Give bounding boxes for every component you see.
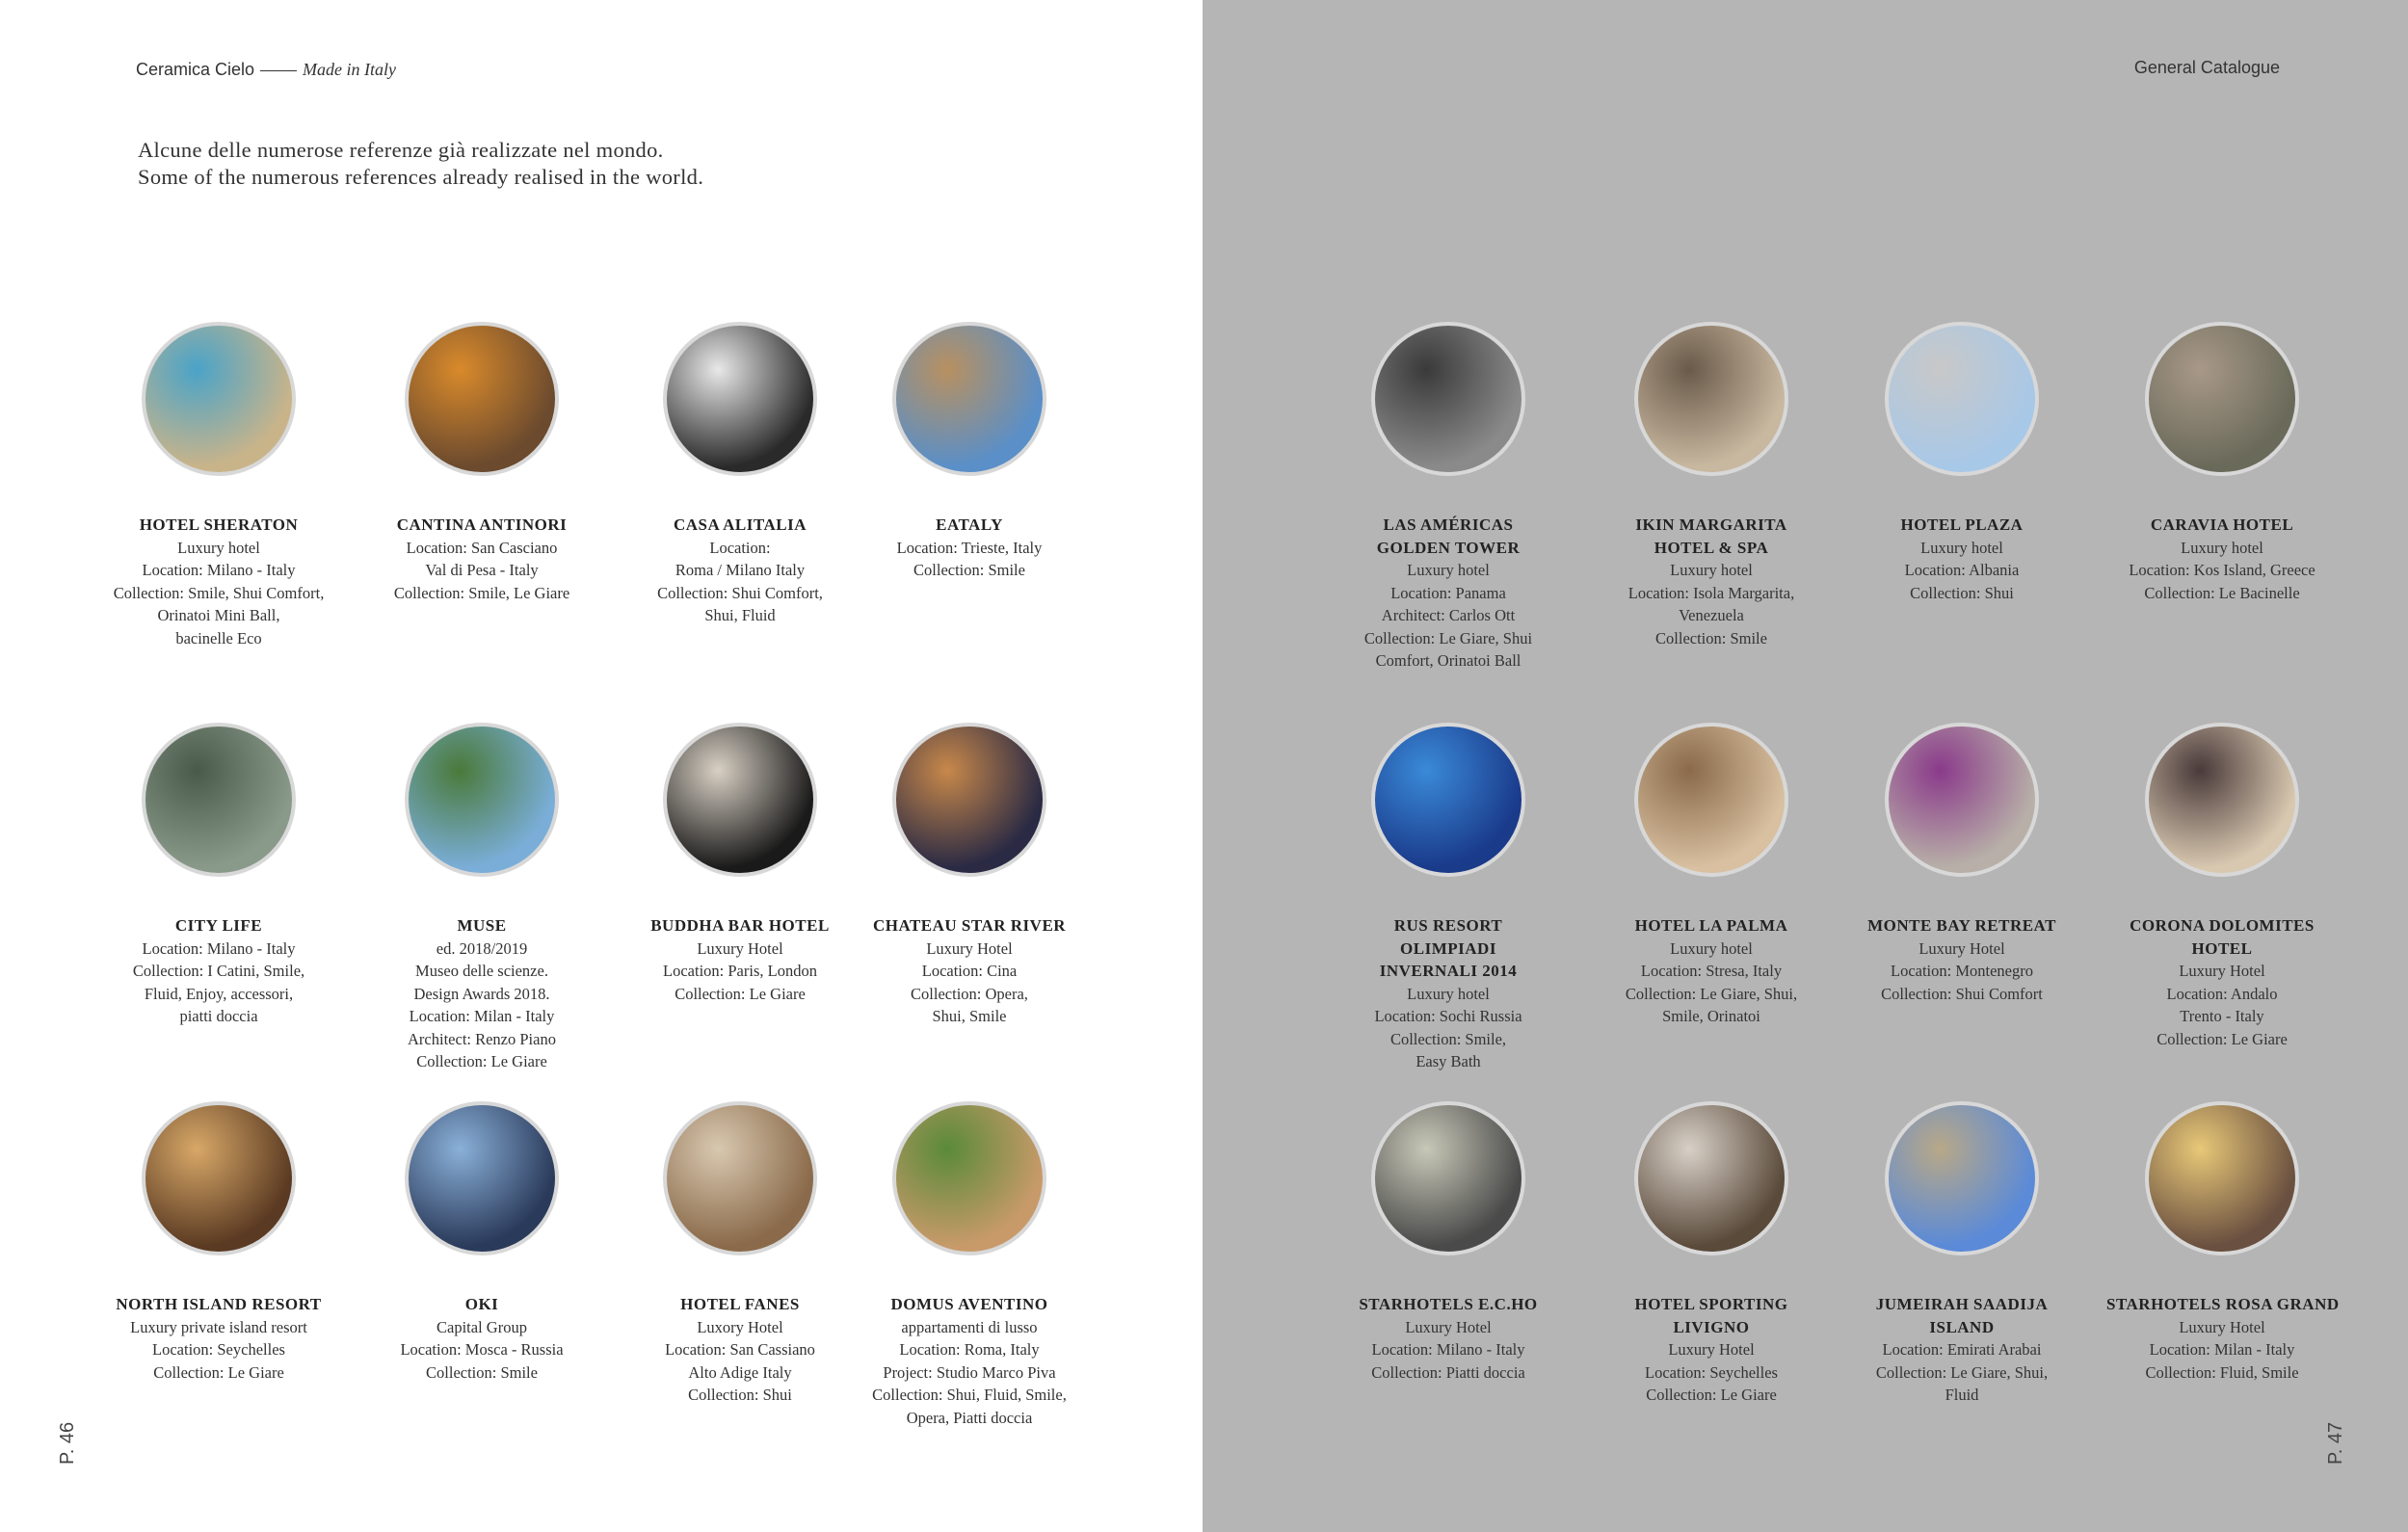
intro-text (138, 137, 703, 191)
reference-item (1846, 1101, 2077, 1407)
reference-title-line: DOMUS AVENTINO (890, 1295, 1048, 1313)
reference-description-line: Luxury private island resort (130, 1317, 307, 1336)
reference-description-line: Location: Roma, Italy (899, 1340, 1040, 1359)
reference-description-line: Location: Andalo (2166, 984, 2278, 1003)
reference-description-line: Luxury hotel (2181, 538, 2263, 557)
reference-description-line: Location: San Cassiano (665, 1340, 815, 1359)
brand-name: Ceramica Cielo (136, 60, 255, 79)
brand-header (136, 60, 396, 80)
reference-title (1333, 1293, 1564, 1316)
reference-item (854, 1101, 1085, 1429)
reference-item (1596, 322, 1827, 649)
reference-title (1846, 914, 2077, 938)
reference-description-line: Location: Seychelles (152, 1340, 285, 1359)
reference-description-line: Collection: Shui (688, 1386, 792, 1404)
reference-description (854, 1316, 1085, 1430)
reference-description-line: Luxury Hotel (2179, 1317, 2265, 1336)
reference-description-line: Collection: Shui, Fluid, Smile, (872, 1386, 1067, 1404)
reference-title-line: IKIN MARGARITA (1635, 515, 1787, 534)
reference-description-line: Collection: Le Bacinelle (2144, 583, 2300, 602)
reference-description-line: Luxury hotel (1407, 561, 1490, 579)
reference-title-line: STARHOTELS E.C.HO (1359, 1295, 1538, 1313)
reference-description (624, 1316, 856, 1407)
reference-description-line: Collection: Smile, (1389, 1029, 1507, 1048)
reference-description-line: Collection: Le Giare (153, 1362, 284, 1382)
reference-description-line: Luxury hotel (1920, 538, 2003, 557)
reference-description-line: piatti doccia (179, 1007, 258, 1025)
reference-description-line: Location: Paris, London (663, 962, 817, 980)
reference-title (854, 914, 1085, 938)
reference-description (2106, 537, 2338, 605)
reference-description-line: Collection: Le Giare, Shui, (1875, 1362, 2049, 1382)
reference-description (1333, 983, 1564, 1073)
intro-line-english: Some of the numerous references already realised in the world. (138, 165, 704, 189)
reference-photo (1371, 1101, 1525, 1255)
page-number-right: P. 47 (2325, 1421, 2346, 1465)
reference-item (854, 322, 1085, 582)
reference-photo (663, 1101, 817, 1255)
reference-title-line: HOTEL PLAZA (1900, 515, 2024, 534)
reference-description (103, 938, 334, 1028)
reference-photo (142, 1101, 296, 1255)
reference-description-line: Design Awards 2018. (413, 984, 550, 1003)
reference-title (1333, 514, 1564, 559)
reference-description-line: Collection: Le Giare (416, 1052, 547, 1070)
reference-description-line: Luxory Hotel (697, 1317, 783, 1336)
reference-item (624, 322, 856, 627)
reference-title-line: HOTEL SPORTING (1634, 1295, 1788, 1313)
reference-item (103, 1101, 334, 1384)
reference-description-line: Museo delle scienze. (415, 962, 548, 980)
reference-photo (2145, 322, 2299, 476)
reference-description-line: Venezuela (1679, 606, 1744, 624)
reference-item (366, 322, 597, 604)
reference-description (1846, 938, 2077, 1006)
reference-description (366, 537, 597, 605)
reference-title (1596, 1293, 1827, 1338)
reference-photo (663, 723, 817, 877)
reference-description (366, 1316, 597, 1385)
reference-description-line: Location: Milan - Italy (2149, 1340, 2295, 1359)
reference-description-line: Shui, Smile (932, 1007, 1007, 1025)
reference-title-line: HOTEL & SPA (1654, 538, 1769, 557)
reference-description-line: Luxury hotel (1407, 984, 1490, 1003)
reference-description-line: Val di Pesa - Italy (425, 561, 539, 579)
reference-title (1846, 514, 2077, 537)
reference-title (854, 1293, 1085, 1316)
reference-description-line: Capital Group (437, 1317, 527, 1336)
reference-description-line: Luxury hotel (1670, 938, 1753, 958)
reference-title-line: CITY LIFE (174, 916, 263, 935)
reference-item (1846, 723, 2077, 1005)
reference-photo (2145, 1101, 2299, 1255)
reference-description-line: Location: (709, 538, 771, 557)
intro-line-italian: Alcune delle numerose referenze già realizzate nel mondo. (138, 138, 664, 162)
reference-description-line: Location: Milano - Italy (142, 938, 296, 958)
page-number-left: P. 46 (57, 1421, 78, 1465)
reference-description-line: Alto Adige Italy (688, 1362, 792, 1382)
reference-description-line: appartamenti di lusso (901, 1317, 1038, 1336)
reference-photo (142, 322, 296, 476)
reference-description-line: Location: Mosca - Russia (400, 1340, 564, 1359)
reference-description-line: Collection: Le Giare, Shui, (1625, 984, 1798, 1003)
reference-description-line: Location: Trieste, Italy (896, 538, 1043, 557)
reference-title (103, 514, 334, 537)
reference-title-line: CASA ALITALIA (674, 515, 807, 534)
reference-title (1333, 914, 1564, 983)
reference-title-line: GOLDEN TOWER (1376, 538, 1521, 557)
brand-divider (260, 70, 297, 71)
reference-title (366, 514, 597, 537)
reference-title-line: MONTE BAY RETREAT (1867, 916, 2056, 935)
reference-description-line: Collection: Smile (913, 561, 1025, 579)
reference-title-line: HOTEL SHERATON (139, 515, 299, 534)
reference-item (2106, 1101, 2338, 1384)
reference-description (2106, 960, 2338, 1050)
reference-description-line: Collection: Le Giare (675, 984, 806, 1003)
reference-title-line: LAS AMÉRICAS (1383, 515, 1514, 534)
reference-item (2106, 322, 2338, 604)
reference-title-line: OKI (464, 1295, 499, 1313)
reference-photo (1885, 1101, 2039, 1255)
reference-description-line: Collection: Le Giare (1646, 1386, 1777, 1404)
reference-description-line: Location: Albania (1904, 561, 2020, 579)
reference-item (103, 322, 334, 649)
reference-description-line: Collection: Shui (1910, 583, 2014, 602)
reference-description-line: Collection: Smile (1655, 628, 1767, 647)
reference-item (1596, 1101, 1827, 1407)
reference-title-line: MUSE (457, 916, 507, 935)
reference-photo (1634, 322, 1788, 476)
reference-photo (663, 322, 817, 476)
reference-description-line: Fluid (1945, 1386, 1979, 1404)
reference-description-line: Fluid, Enjoy, accessori, (144, 984, 294, 1003)
reference-photo (892, 723, 1046, 877)
reference-photo (1885, 322, 2039, 476)
reference-title-line: CORONA DOLOMITES (2130, 916, 2315, 935)
reference-description (1596, 938, 1827, 1028)
reference-description-line: Smile, Orinatoi (1662, 1007, 1760, 1025)
reference-description (1596, 1338, 1827, 1407)
reference-description-line: Collection: Fluid, Smile (2145, 1362, 2299, 1382)
reference-item (854, 723, 1085, 1028)
reference-description-line: Location: Milan - Italy (409, 1007, 555, 1025)
reference-description-line: Location: Montenegro (1890, 962, 2033, 980)
reference-description-line: Location: Panama (1390, 583, 1506, 602)
reference-description-line: Location: Sochi Russia (1374, 1007, 1522, 1025)
reference-photo (1371, 723, 1525, 877)
reference-description-line: Architect: Carlos Ott (1381, 606, 1516, 624)
reference-title-line: CARAVIA HOTEL (2150, 515, 2294, 534)
reference-title-line: NORTH ISLAND RESORT (116, 1295, 322, 1313)
reference-description-line: Collection: Smile, Shui Comfort, (113, 583, 325, 602)
reference-description-line: Location: Kos Island, Greece (2129, 561, 2315, 579)
reference-description-line: Luxury Hotel (1668, 1340, 1755, 1359)
reference-title (624, 1293, 856, 1316)
reference-description-line: Collection: Shui Comfort (1881, 984, 2043, 1003)
reference-description (1846, 537, 2077, 605)
reference-description-line: Collection: Smile, Le Giare (393, 583, 570, 602)
reference-description-line: Luxury Hotel (1405, 1317, 1492, 1336)
reference-description-line: Orinatoi Mini Ball, (157, 606, 280, 624)
reference-description-line: Project: Studio Marco Piva (883, 1362, 1056, 1382)
reference-title-line: INVERNALI 2014 (1379, 962, 1518, 980)
reference-description-line: Comfort, Orinatoi Ball (1375, 651, 1522, 670)
reference-title (103, 914, 334, 938)
reference-title-line: CANTINA ANTINORI (396, 515, 568, 534)
reference-description-line: Collection: Le Giare (2157, 1029, 2288, 1048)
reference-title-line: BUDDHA BAR HOTEL (650, 916, 830, 935)
reference-description (1333, 1316, 1564, 1385)
reference-title-line: JUMEIRAH SAADIJA (1875, 1295, 2049, 1313)
reference-title (2106, 1293, 2338, 1316)
reference-photo (1634, 1101, 1788, 1255)
reference-item (624, 723, 856, 1005)
reference-description-line: Location: Milano - Italy (1371, 1340, 1525, 1359)
reference-description-line: ed. 2018/2019 (436, 938, 528, 958)
reference-description-line: bacinelle Eco (175, 628, 262, 647)
reference-description (1846, 1338, 2077, 1407)
reference-item (1333, 322, 1564, 673)
reference-description (854, 537, 1085, 582)
reference-title (366, 1293, 597, 1316)
reference-description (1333, 559, 1564, 673)
reference-description (624, 537, 856, 627)
reference-description-line: Location: Cina (921, 962, 1018, 980)
reference-description-line: Collection: Shui Comfort, (657, 583, 823, 602)
reference-description-line: Roma / Milano Italy (675, 561, 806, 579)
reference-photo (892, 1101, 1046, 1255)
reference-title (1596, 914, 1827, 938)
reference-description-line: Location: Stresa, Italy (1640, 962, 1783, 980)
reference-title-line: OLIMPIADI (1400, 938, 1496, 958)
reference-description (1596, 559, 1827, 649)
reference-item (1333, 723, 1564, 1073)
reference-description-line: Collection: Smile (426, 1362, 538, 1382)
reference-description-line: Location: Seychelles (1645, 1362, 1778, 1382)
reference-photo (405, 723, 559, 877)
reference-description (103, 1316, 334, 1385)
reference-description-line: Location: Emirati Arabai (1882, 1340, 2042, 1359)
reference-item (1333, 1101, 1564, 1384)
reference-title-line: CHATEAU STAR RIVER (872, 916, 1067, 935)
reference-description-line: Luxury hotel (177, 538, 260, 557)
reference-description-line: Location: Milano - Italy (142, 561, 296, 579)
reference-photo (1634, 723, 1788, 877)
reference-item (366, 1101, 597, 1384)
reference-photo (405, 1101, 559, 1255)
reference-description-line: Luxury Hotel (926, 938, 1013, 958)
reference-description-line: Shui, Fluid (704, 606, 776, 624)
reference-title (1846, 1293, 2077, 1338)
reference-title-line: LIVIGNO (1673, 1317, 1750, 1336)
reference-item (103, 723, 334, 1028)
reference-description (624, 938, 856, 1006)
reference-title (624, 914, 856, 938)
reference-photo (892, 322, 1046, 476)
brand-tagline: Made in Italy (303, 60, 397, 79)
reference-description-line: Architect: Renzo Piano (408, 1029, 556, 1048)
reference-title-line: ISLAND (1929, 1317, 1995, 1336)
reference-title-line: EATALY (936, 515, 1003, 534)
reference-title (1596, 514, 1827, 559)
reference-photo (405, 322, 559, 476)
reference-description-line: Luxury Hotel (2179, 962, 2265, 980)
reference-description-line: Easy Bath (1416, 1052, 1481, 1070)
reference-title (854, 514, 1085, 537)
reference-title (624, 514, 856, 537)
reference-photo (2145, 723, 2299, 877)
reference-item (366, 723, 597, 1073)
reference-description-line: Opera, Piatti doccia (906, 1408, 1033, 1427)
reference-item (624, 1101, 856, 1407)
reference-title-line: HOTEL LA PALMA (1634, 916, 1788, 935)
reference-description-line: Trento - Italy (2180, 1007, 2264, 1025)
reference-description (2106, 1316, 2338, 1385)
reference-title (366, 914, 597, 938)
reference-description-line: Collection: Piatti doccia (1371, 1362, 1525, 1382)
reference-title-line: STARHOTELS ROSA GRAND (2106, 1295, 2340, 1313)
reference-item (1596, 723, 1827, 1028)
reference-description (103, 537, 334, 650)
reference-description-line: Collection: Opera, (911, 984, 1028, 1003)
reference-description (854, 938, 1085, 1028)
reference-photo (142, 723, 296, 877)
reference-item (1846, 322, 2077, 604)
reference-description-line: Location: Isola Margarita, (1627, 583, 1795, 602)
reference-description-line: Collection: Le Giare, Shui (1363, 628, 1533, 647)
reference-title (103, 1293, 334, 1316)
reference-item (2106, 723, 2338, 1050)
reference-description-line: Luxury Hotel (697, 938, 783, 958)
catalogue-label: General Catalogue (2133, 58, 2280, 77)
reference-title-line: RUS RESORT (1393, 916, 1503, 935)
reference-description-line: Luxury hotel (1670, 561, 1753, 579)
reference-title-line: HOTEL (2191, 938, 2253, 958)
reference-title-line: HOTEL FANES (680, 1295, 800, 1313)
reference-description-line: Luxury Hotel (1918, 938, 2005, 958)
reference-photo (1371, 322, 1525, 476)
reference-description (366, 938, 597, 1073)
reference-photo (1885, 723, 2039, 877)
reference-description-line: Location: San Casciano (406, 538, 558, 557)
reference-description-line: Collection: I Catini, Smile, (132, 962, 305, 980)
reference-title (2106, 514, 2338, 537)
reference-title (2106, 914, 2338, 960)
